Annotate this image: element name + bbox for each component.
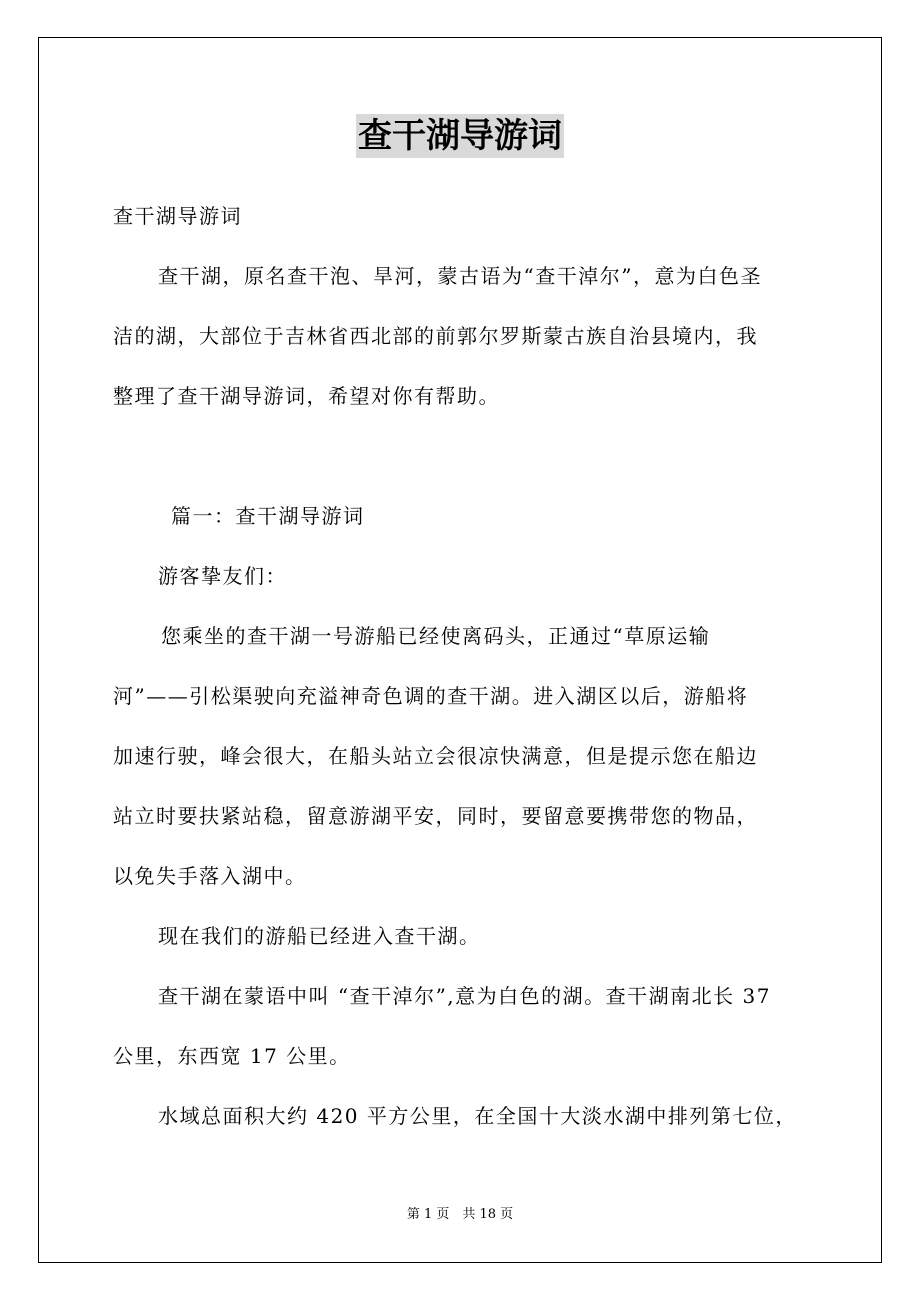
paragraph-line: 查干湖在蒙语中叫 “查干淖尔”,意为白色的湖。查干湖南北长 37 <box>158 984 771 1008</box>
paragraph-line: 公里，东西宽 17 公里。 <box>113 1044 351 1068</box>
paragraph-line: 河”——引松渠驶向充溢神奇色调的查干湖。进入湖区以后，游船将 <box>113 684 749 708</box>
document-title-text: 查干湖导游词 <box>358 116 562 156</box>
paragraph-line: 整理了查干湖导游词，希望对你有帮助。 <box>113 384 500 408</box>
paragraph-line: 加速行驶，峰会很大，在船头站立会很凉快满意，但是提示您在船边 <box>113 744 758 768</box>
paragraph-line: 查干湖，原名查干泡、旱河，蒙古语为“查干淖尔”，意为白色圣 <box>158 264 762 288</box>
paragraph-line: 现在我们的游船已经进入查干湖。 <box>158 924 481 948</box>
document-title <box>0 112 920 160</box>
paragraph-line: 水域总面积大约 420 平方公里，在全国十大淡水湖中排列第七位， <box>158 1104 797 1128</box>
page-number-footer: 第 1 页 共 18 页 <box>406 1207 514 1222</box>
document-subtitle: 查干湖导游词 <box>113 204 242 228</box>
paragraph-line: 洁的湖，大部位于吉林省西北部的前郭尔罗斯蒙古族自治县境内，我 <box>113 324 758 348</box>
paragraph-line: 游客挚友们： <box>158 564 287 588</box>
paragraph-line: 站立时要扶紧站稳，留意游湖平安，同时，要留意要携带您的物品， <box>113 804 758 828</box>
paragraph-line: 您乘坐的查干湖一号游船已经使离码头，正通过“草原运输 <box>161 624 711 648</box>
section-heading: 篇一：查干湖导游词 <box>171 504 365 528</box>
paragraph-line: 以免失手落入湖中。 <box>113 864 307 888</box>
